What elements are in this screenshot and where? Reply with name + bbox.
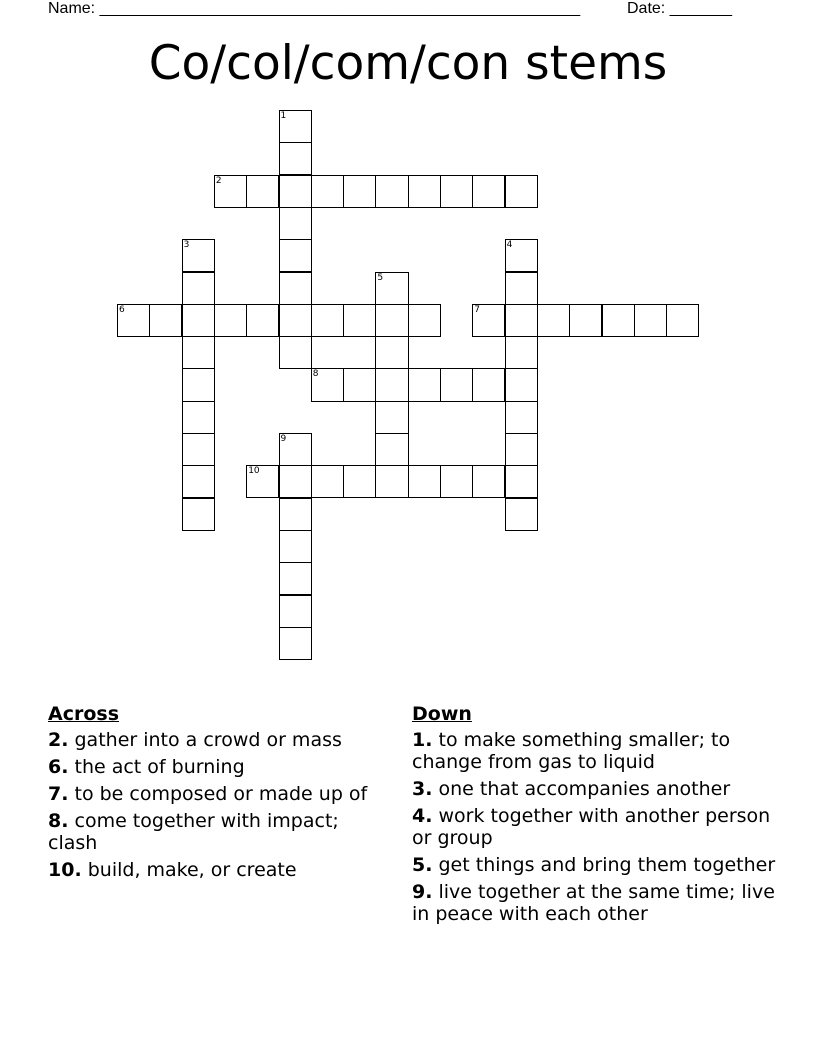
down-clue	[412, 854, 777, 876]
crossword-cell[interactable]	[279, 110, 312, 143]
crossword-cell[interactable]	[505, 304, 538, 337]
across-clue	[48, 729, 393, 751]
crossword-cell[interactable]	[505, 401, 538, 434]
crossword-cell[interactable]	[375, 336, 408, 369]
crossword-cell[interactable]	[408, 368, 441, 401]
date-field[interactable]: Date: _______	[627, 0, 732, 17]
crossword-cell[interactable]	[311, 368, 344, 401]
crossword-cell[interactable]	[117, 304, 150, 337]
across-clue-list	[48, 729, 393, 881]
crossword-cell[interactable]	[279, 175, 312, 208]
crossword-cell[interactable]	[279, 562, 312, 595]
crossword-cell[interactable]	[505, 433, 538, 466]
clue-text: get things and bring them together	[438, 854, 776, 876]
crossword-cell[interactable]	[182, 239, 215, 272]
clue-number: 10	[248, 466, 260, 477]
down-clue	[412, 805, 777, 849]
crossword-cell[interactable]	[279, 272, 312, 305]
crossword-cell[interactable]	[279, 530, 312, 563]
clue-number: 3	[183, 240, 190, 251]
clue-text: to make something smaller; to change from gas to liquid	[412, 729, 731, 773]
clue-number: 7.	[48, 783, 69, 805]
crossword-cell[interactable]	[440, 175, 473, 208]
crossword-cell[interactable]	[182, 368, 215, 401]
crossword-cell[interactable]	[375, 433, 408, 466]
clue-number: 10.	[48, 859, 82, 881]
clue-text: gather into a crowd or mass	[74, 729, 342, 751]
crossword-cell[interactable]	[279, 207, 312, 240]
crossword-cell[interactable]	[634, 304, 667, 337]
clue-number: 2	[215, 175, 222, 186]
crossword-cell[interactable]	[375, 304, 408, 337]
crossword-cell[interactable]	[311, 175, 344, 208]
crossword-cell[interactable]	[279, 142, 312, 175]
clue-text: the act of burning	[74, 756, 245, 778]
crossword-cell[interactable]	[182, 272, 215, 305]
crossword-cell[interactable]	[375, 465, 408, 498]
crossword-cell[interactable]	[505, 239, 538, 272]
clue-text: live together at the same time; live in peace with each other	[412, 881, 775, 925]
crossword-cell[interactable]	[505, 465, 538, 498]
clue-number: 9.	[412, 881, 433, 903]
clue-number: 4	[506, 240, 513, 251]
name-field[interactable]: Name: ______________________________________________________	[48, 0, 581, 17]
clue-text: work together with another person or group	[412, 805, 771, 849]
clue-number: 2.	[48, 729, 69, 751]
crossword-cell[interactable]	[279, 239, 312, 272]
crossword-cell[interactable]	[279, 465, 312, 498]
clue-text: come together with impact; clash	[48, 810, 339, 854]
crossword-cell[interactable]	[408, 175, 441, 208]
crossword-cell[interactable]	[375, 272, 408, 305]
crossword-cell[interactable]	[408, 304, 441, 337]
clue-number: 9	[280, 434, 287, 444]
down-clue	[412, 778, 777, 800]
crossword-cell[interactable]	[440, 465, 473, 498]
crossword-cell[interactable]	[440, 368, 473, 401]
crossword-cell[interactable]	[246, 304, 279, 337]
down-heading: Down	[412, 703, 472, 725]
clue-number: 8.	[48, 810, 69, 832]
crossword-cell[interactable]	[505, 368, 538, 401]
crossword-cell[interactable]	[279, 304, 312, 337]
across-clues	[48, 702, 393, 886]
crossword-cell[interactable]	[343, 304, 376, 337]
clue-number: 4.	[412, 805, 433, 827]
clue-number: 1.	[412, 729, 433, 751]
across-clue	[48, 756, 393, 778]
crossword-cell[interactable]	[505, 272, 538, 305]
crossword-cell[interactable]	[279, 433, 312, 466]
crossword-cell[interactable]	[311, 465, 344, 498]
crossword-cell[interactable]	[472, 175, 505, 208]
crossword-cell[interactable]	[343, 368, 376, 401]
crossword-cell[interactable]	[537, 304, 570, 337]
crossword-cell[interactable]	[279, 595, 312, 628]
crossword-cell[interactable]	[505, 175, 538, 208]
crossword-cell[interactable]	[311, 304, 344, 337]
crossword-cell[interactable]	[472, 465, 505, 498]
across-heading: Across	[48, 703, 120, 725]
crossword-cell[interactable]	[343, 465, 376, 498]
clue-number: 6	[119, 304, 125, 315]
crossword-cell[interactable]	[214, 304, 247, 337]
clue-number: 1	[280, 111, 287, 121]
crossword-cell[interactable]	[214, 175, 247, 208]
across-clue	[48, 783, 393, 805]
crossword-cell[interactable]	[149, 304, 182, 337]
crossword-cell[interactable]	[182, 433, 215, 466]
clue-number: 6.	[48, 756, 69, 778]
crossword-cell[interactable]	[375, 368, 408, 401]
crossword-cell[interactable]	[602, 304, 635, 337]
clue-number: 7	[474, 304, 481, 315]
across-clue	[48, 859, 393, 881]
crossword-cell[interactable]	[279, 336, 312, 369]
down-clue	[412, 881, 777, 925]
clue-text: build, make, or create	[87, 859, 297, 881]
crossword-cell[interactable]	[279, 498, 312, 531]
crossword-cell[interactable]	[472, 304, 505, 337]
crossword-cell[interactable]	[375, 175, 408, 208]
crossword-cell[interactable]	[182, 336, 215, 369]
clue-number: 5	[377, 272, 384, 283]
crossword-cell[interactable]	[408, 465, 441, 498]
crossword-cell[interactable]	[182, 498, 215, 531]
crossword-cell[interactable]	[505, 336, 538, 369]
crossword-cell[interactable]	[505, 498, 538, 531]
clue-number: 8	[312, 369, 319, 380]
page-title: Co/col/com/con stems	[148, 36, 668, 91]
crossword-cell[interactable]	[375, 401, 408, 434]
clue-text: one that accompanies another	[438, 778, 731, 800]
down-clue	[412, 729, 777, 773]
down-clue-list	[412, 729, 777, 925]
crossword-cell[interactable]	[182, 465, 215, 498]
crossword-cell[interactable]	[343, 175, 376, 208]
clue-number: 5.	[412, 854, 433, 876]
down-clues	[412, 702, 777, 930]
crossword-cell[interactable]	[246, 175, 279, 208]
across-clue	[48, 810, 393, 854]
crossword-cell[interactable]	[279, 627, 312, 660]
crossword-cell[interactable]	[666, 304, 699, 337]
crossword-cell[interactable]	[246, 465, 279, 498]
crossword-cell[interactable]	[472, 368, 505, 401]
crossword-cell[interactable]	[182, 304, 215, 337]
crossword-cell[interactable]	[569, 304, 602, 337]
crossword-cell[interactable]	[182, 401, 215, 434]
clue-text: to be composed or made up of	[74, 783, 368, 805]
clue-number: 3.	[412, 778, 433, 800]
